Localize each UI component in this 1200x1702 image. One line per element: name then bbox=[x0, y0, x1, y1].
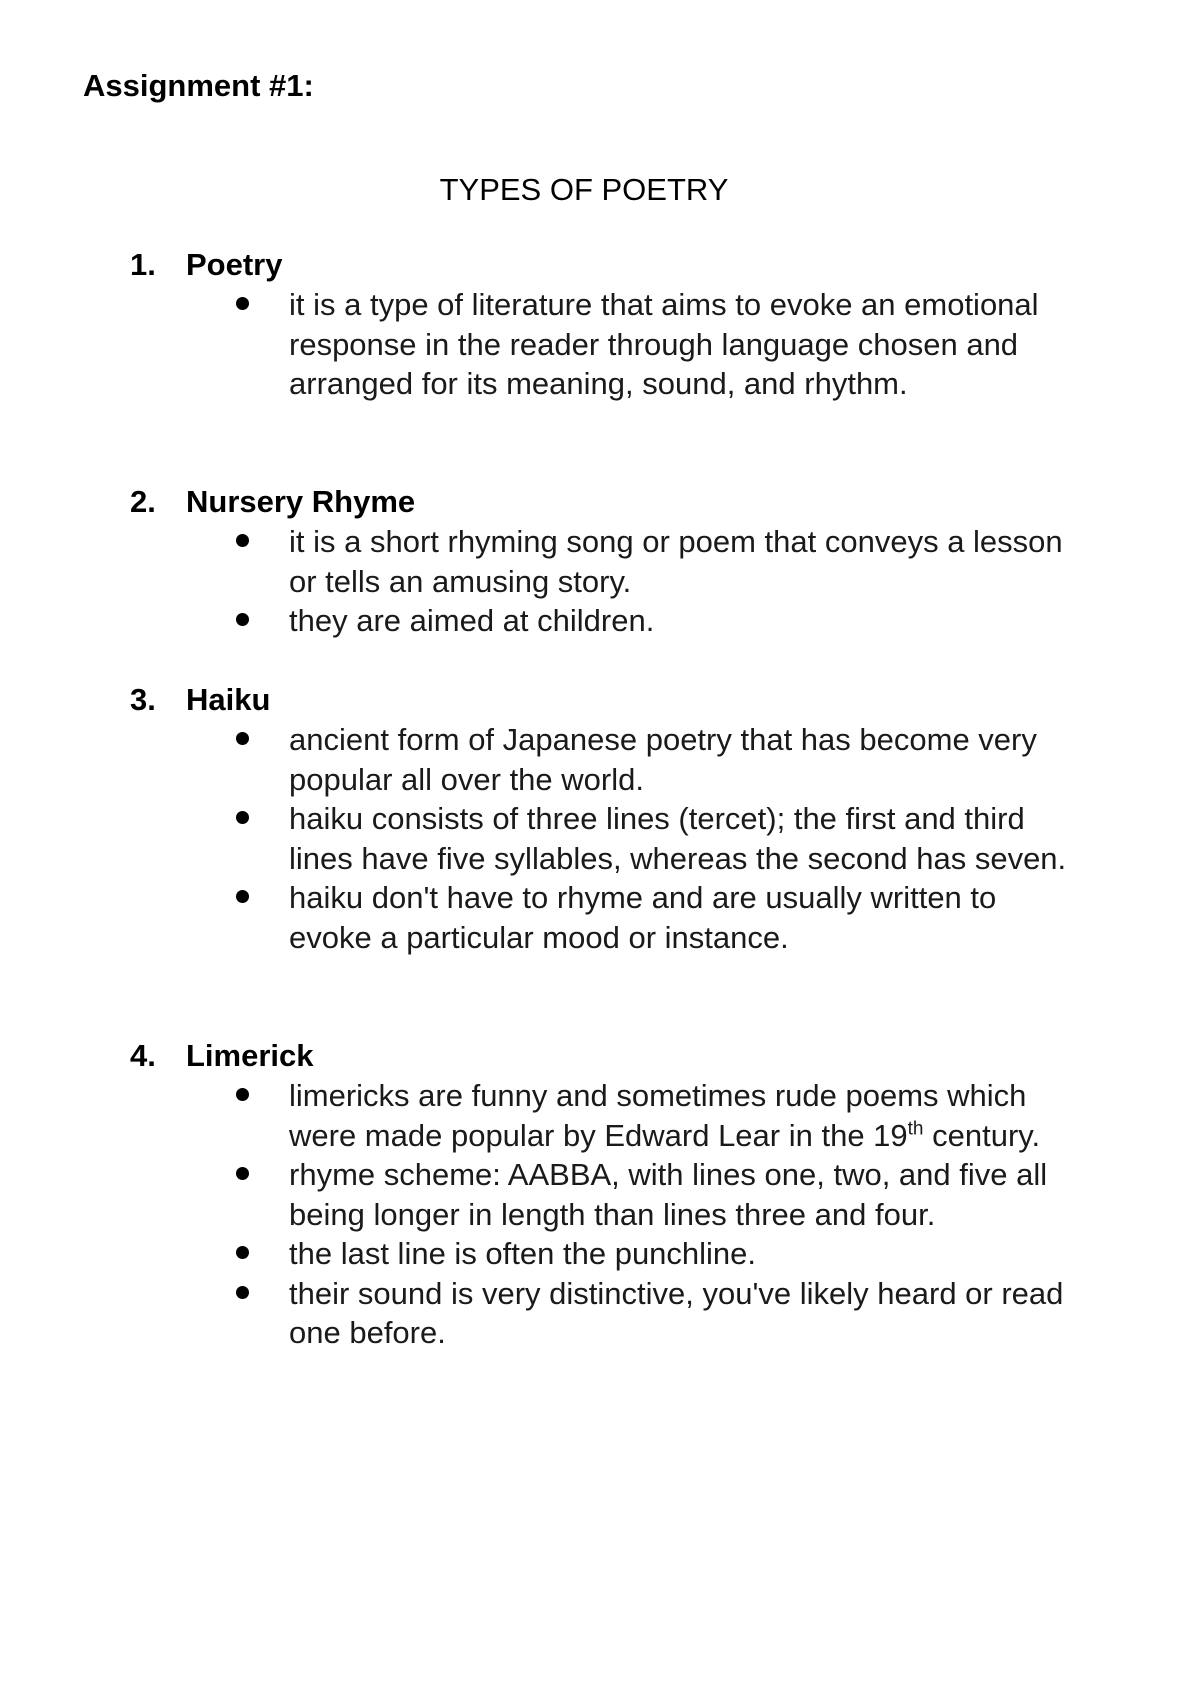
bullet-text-part: century. bbox=[923, 1117, 1041, 1153]
bullet-icon bbox=[236, 297, 249, 310]
bullet-list bbox=[0, 720, 1079, 957]
section-number: 1. bbox=[130, 247, 156, 282]
list-item bbox=[0, 1076, 1079, 1155]
section-title: Haiku bbox=[186, 682, 271, 717]
bullet-icon bbox=[236, 1088, 249, 1101]
bullet-text: it is a short rhyming song or poem that conveys a lesson or tells an amusing story. bbox=[289, 524, 1063, 599]
list-item bbox=[0, 878, 1079, 957]
document-title: TYPES OF POETRY bbox=[439, 172, 729, 207]
bullet-list bbox=[0, 522, 1079, 641]
bullet-icon bbox=[236, 534, 249, 547]
section-heading bbox=[130, 482, 415, 522]
list-item bbox=[0, 522, 1079, 601]
bullet-icon bbox=[236, 1286, 249, 1299]
section-heading bbox=[130, 1036, 314, 1076]
bullet-list bbox=[0, 285, 1079, 404]
bullet-list bbox=[0, 1076, 1079, 1353]
list-item bbox=[0, 1274, 1079, 1353]
list-item bbox=[0, 285, 1079, 404]
section-number: 4. bbox=[130, 1038, 156, 1073]
bullet-text bbox=[289, 1078, 1040, 1153]
list-item bbox=[0, 601, 1079, 641]
bullet-text: rhyme scheme: AABBA, with lines one, two, and five all being longer in length than lines three and four. bbox=[289, 1157, 1048, 1232]
assignment-heading: Assignment #1: bbox=[83, 68, 314, 103]
bullet-icon bbox=[236, 811, 249, 824]
bullet-text: ancient form of Japanese poetry that has become very popular all over the world. bbox=[289, 722, 1037, 797]
list-item bbox=[0, 720, 1079, 799]
bullet-icon bbox=[236, 1167, 249, 1180]
bullet-icon bbox=[236, 613, 249, 626]
list-item bbox=[0, 1155, 1079, 1234]
section-heading bbox=[130, 680, 270, 720]
section-number: 2. bbox=[130, 484, 156, 519]
bullet-text: the last line is often the punchline. bbox=[289, 1236, 757, 1271]
bullet-text: haiku don't have to rhyme and are usually written to evoke a particular mood or instance. bbox=[289, 880, 997, 955]
ordinal-superscript: th bbox=[907, 1118, 924, 1140]
section-number: 3. bbox=[130, 682, 156, 717]
section-title: Nursery Rhyme bbox=[186, 484, 416, 519]
bullet-text-part: limericks are funny and sometimes rude poems which were made popular by Edward Lear in the 19 bbox=[289, 1078, 1027, 1153]
section-heading bbox=[130, 245, 282, 285]
list-item bbox=[0, 1234, 1079, 1274]
bullet-icon bbox=[236, 890, 249, 903]
list-item bbox=[0, 799, 1079, 878]
bullet-text: their sound is very distinctive, you've likely heard or read one before. bbox=[289, 1275, 1064, 1350]
section-title: Poetry bbox=[186, 247, 283, 282]
bullet-icon bbox=[236, 1246, 249, 1259]
bullet-text: haiku consists of three lines (tercet); the first and third lines have five syllables, whereas the second has seven. bbox=[289, 801, 1067, 876]
bullet-text: it is a type of literature that aims to evoke an emotional response in the reader through language chosen and arranged for its meaning, sound, and rhythm. bbox=[289, 287, 1039, 401]
bullet-text: they are aimed at children. bbox=[289, 603, 655, 638]
bullet-icon bbox=[236, 732, 249, 745]
section-title: Limerick bbox=[186, 1038, 314, 1073]
